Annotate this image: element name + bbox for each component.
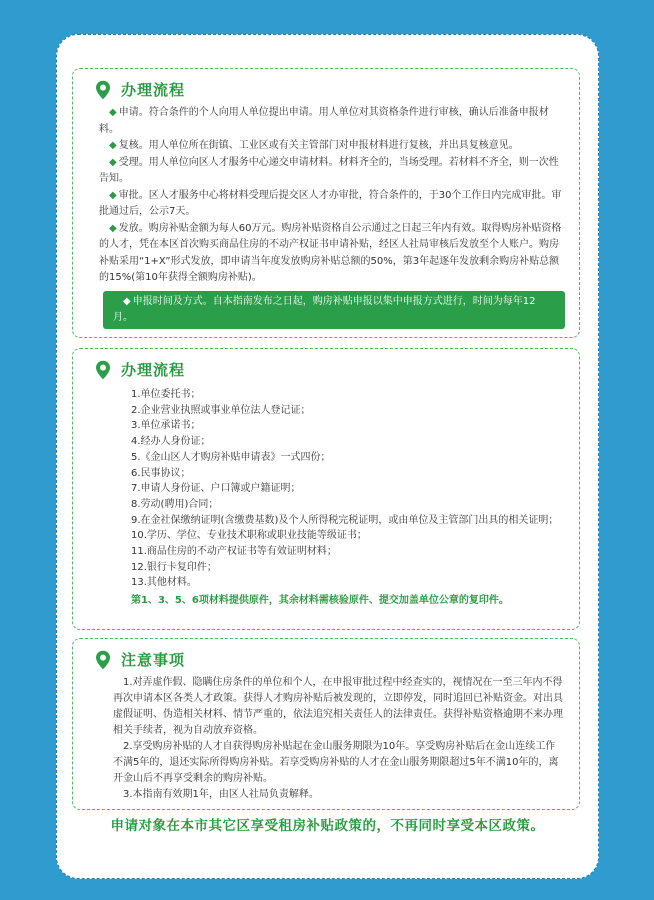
section-header (95, 649, 185, 670)
process-step: ◆ 复核。用人单位所在街镇、工业区或有关主管部门对申报材料进行复核，并出具复核意见。 (109, 140, 519, 151)
list-item: 12.银行卡复印件； (131, 561, 217, 573)
location-pin-icon (95, 360, 111, 380)
list-item: 10.学历、学位、专业技术职称或职业技能等级证书； (131, 530, 367, 542)
note-paragraph: 1.对弄虚作假、隐瞒住房条件的单位和个人，在申报审批过程中经查实的，视情况在一至三年内不得再次申请本区各类人才政策。获得人才购房补贴后被发现的，立即停发，同时追回已补贴资金。对出具虚假证明、伪造相关材料、情节严重的，依法追究相关责任人的法律责任。获得补贴资格逾期不来办理相关手续者，视为自动放弃资格。 (113, 677, 563, 736)
process-step: ◆ 审批。区人才服务中心将材料受理后提交区人才办审批，符合条件的，于30个工作日内完成审批。审批通过后，公示7天。 (99, 189, 562, 217)
materials-list (131, 387, 565, 609)
section-title: 办理流程 (121, 361, 186, 379)
section-header (95, 359, 185, 380)
list-item: 5.《金山区人才购房补贴申请表》一式四份； (131, 451, 331, 463)
materials-card (72, 348, 580, 630)
list-item: 6.民事协议； (131, 467, 191, 479)
process-step: ◆ 发放。购房补贴金额为每人60万元。购房补贴资格自公示通过之日起三年内有效。取得购房补贴资格的人才，凭在本区首次购买商品住房的不动产权证书申请补贴，经区人社局审核后发放至个人账户。购房补贴采用“1+X”形式发放，即申请当年度发放购房补贴总额的50%，第3年起逐年发放剩余购房补贴总额的15%(第10年获得全额购房补贴)。 (99, 222, 562, 283)
list-item: 7.申请人身份证、户口簿或户籍证明； (131, 483, 301, 495)
process-step: ◆ 受理。用人单位向区人才服务中心递交申请材料。材料齐全的，当场受理。若材料不齐全，则一次性告知。 (99, 156, 559, 184)
application-time-highlight: ◆ 申报时间及方式。自本指南发布之日起，购房补贴申报以集中申报方式进行，时间为每年12月。 (103, 291, 565, 329)
list-item: 13.其他材料。 (131, 577, 197, 589)
section-header (95, 79, 185, 100)
list-item: 1.单位委托书； (131, 389, 201, 400)
location-pin-icon (95, 650, 111, 670)
notes-text (113, 675, 563, 803)
process-steps (99, 105, 565, 287)
list-item: 2.企业营业执照或事业单位法人登记证； (131, 404, 311, 416)
list-item: 11.商品住房的不动产权证书等有效证明材料； (131, 546, 337, 558)
materials-note: 第1、3、5、6项材料提供原件，其余材料需核验原件、提交加盖单位公章的复印件。 (131, 595, 509, 607)
process-card (72, 68, 580, 338)
note-paragraph: 2.享受购房补贴的人才自获得购房补贴起在金山服务期限为10年。享受购房补贴后在金山连续工作不满5年的，退还实际所得购房补贴。若享受购房补贴的人才在金山服务期限超过5年不满10年的，离开金山后不再享受剩余的购房补贴。 (113, 741, 559, 784)
process-step: ◆ 申请。符合条件的个人向用人单位提出申请。用人单位对其资格条件进行审核，确认后准备申报材料。 (99, 107, 549, 135)
list-item: 3.单位承诺书； (131, 420, 201, 432)
list-item: 4.经办人身份证； (131, 436, 211, 448)
note-paragraph: 3.本指南有效期1年，由区人社局负责解释。 (123, 789, 319, 800)
list-item: 9.在金社保缴纳证明(含缴费基数)及个人所得税完税证明，或由单位及主管部门出具的相关证明； (131, 514, 559, 526)
section-title: 办理流程 (121, 81, 186, 99)
notes-card (72, 638, 580, 810)
list-item: 8.劳动(聘用)合同； (131, 498, 219, 510)
location-pin-icon (95, 80, 111, 100)
footer-policy-note: 申请对象在本市其它区享受租房补贴政策的，不再同时享受本区政策。 (110, 818, 545, 834)
section-title: 注意事项 (121, 651, 186, 669)
